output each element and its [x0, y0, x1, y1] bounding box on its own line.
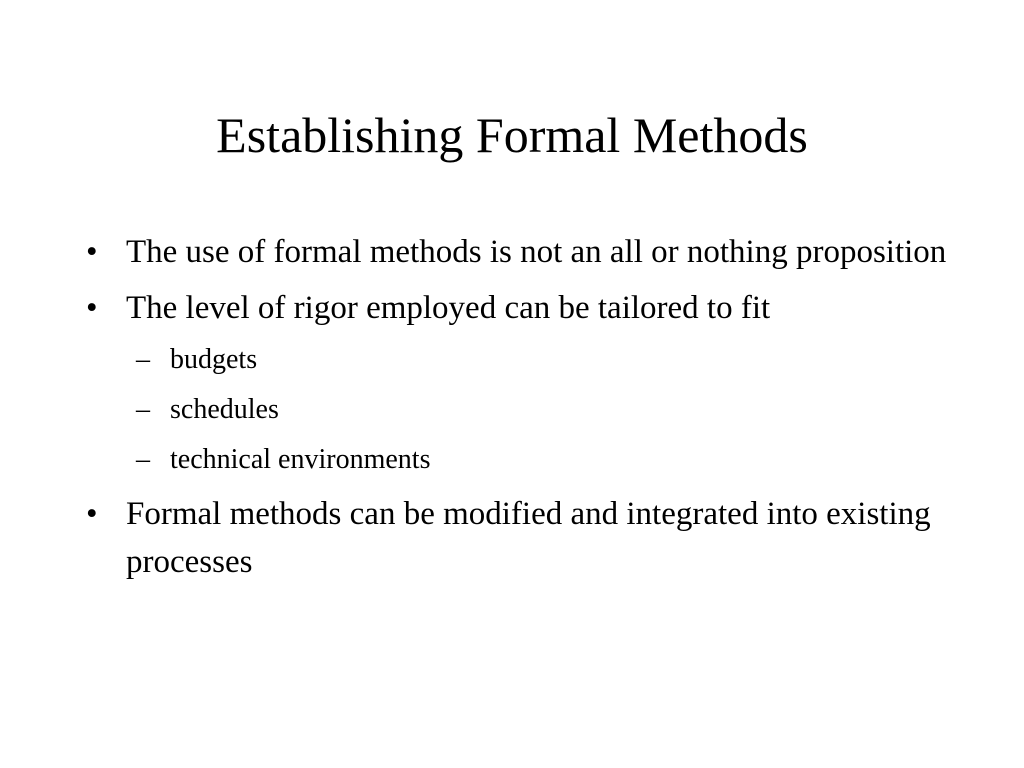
sub-bullet-item	[80, 340, 950, 380]
bullet-marker: •	[86, 290, 98, 326]
bullet-item	[80, 228, 950, 276]
sub-bullet-marker: –	[136, 444, 150, 475]
bullet-item	[80, 490, 950, 586]
bullet-marker: •	[86, 234, 98, 270]
bullet-text: The use of formal methods is not an all or nothing proposition	[126, 234, 947, 270]
sub-bullet-text: schedules	[170, 394, 279, 425]
sub-bullet-text: budgets	[170, 344, 258, 375]
sub-bullet-text: technical environments	[170, 444, 431, 475]
sub-bullet-item	[80, 440, 950, 480]
slide-title: Establishing Formal Methods	[216, 107, 808, 163]
bullet-item	[80, 284, 950, 332]
sub-bullet-list	[80, 340, 950, 480]
bullet-text: Formal methods can be modified and integrated into existing processes	[126, 496, 931, 580]
bullet-marker: •	[86, 496, 98, 532]
sub-bullet-item	[80, 390, 950, 430]
bullet-list	[80, 228, 950, 594]
bullet-text: The level of rigor employed can be tailored to fit	[126, 290, 771, 326]
sub-bullet-marker: –	[136, 344, 150, 375]
sub-bullet-marker: –	[136, 394, 150, 425]
